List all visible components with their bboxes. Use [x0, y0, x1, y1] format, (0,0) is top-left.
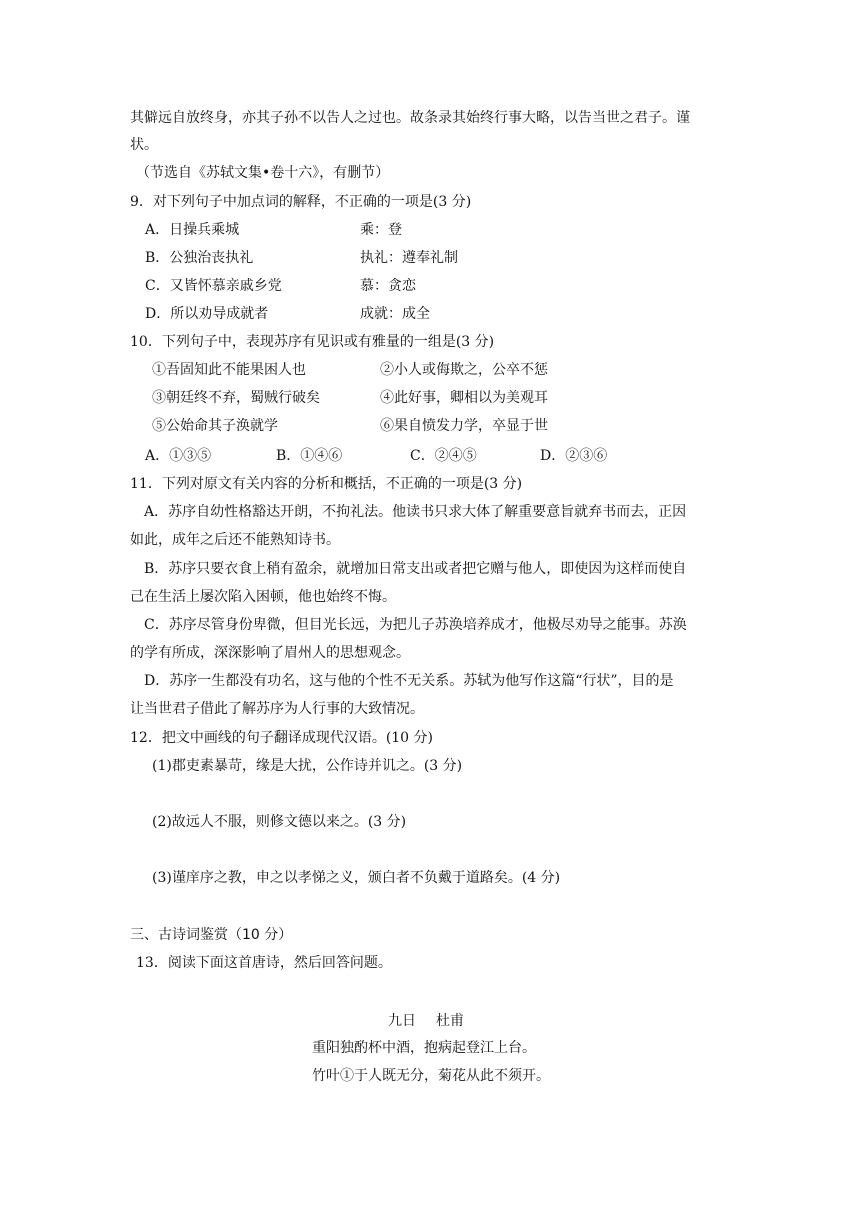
q12-sentence-1: (1)郡吏素暴苛，缘是大扰，公作诗并讥之。(3 分): [152, 758, 463, 774]
poem-title: 九日: [388, 1013, 416, 1029]
q13-stem: 13．阅读下面这首唐诗，然后回答问题。: [136, 955, 392, 971]
q9-stem: 9．对下列句子中加点词的解释，不正确的一项是(3 分): [130, 194, 472, 210]
q11-b-line-1: B．苏序只要衣食上稍有盈余，就增加日常支出或者把它赠与他人，即使因为这样而使自: [144, 561, 687, 577]
q11-stem: 11．下列对原文有关内容的分析和概括，不正确的一项是(3 分): [130, 476, 523, 492]
q9-option-c: C．又皆怀慕亲戚乡党: [145, 278, 282, 294]
q10-item-5: ⑤公始命其子涣就学: [152, 418, 278, 434]
q9-option-d: D．所以劝导成就者: [145, 306, 269, 322]
q10-item-4: ④此好事，卿相以为美观耳: [380, 390, 548, 406]
q9-explain-a: 乘：登: [360, 222, 402, 238]
q10-item-3: ③朝廷终不弃，蜀贼行破矣: [152, 390, 320, 406]
q9-explain-c: 慕：贪恋: [360, 278, 416, 294]
q12-sentence-3: (3)谨庠序之教，申之以孝悌之义，颁白者不负戴于道路矣。(4 分): [152, 870, 561, 886]
q10-stem: 10．下列句子中，表现苏序有见识或有雅量的一组是(3 分): [130, 334, 495, 350]
q11-a-line-2: 如此，成年之后还不能熟知诗书。: [130, 532, 340, 548]
q9-explain-b: 执礼：遵奉礼制: [360, 250, 458, 266]
source-note: （节选自《苏轼文集•卷十六》，有删节）: [136, 165, 390, 181]
q10-choice-b: B．①④⑥: [276, 448, 343, 464]
q10-item-2: ②小人或侮欺之，公卒不惩: [380, 362, 548, 378]
poem-author: 杜甫: [436, 1013, 464, 1029]
q12-stem: 12．把文中画线的句子翻译成现代汉语。(10 分): [130, 730, 434, 746]
q11-d-line-1: D．苏序一生都没有功名，这与他的个性不无关系。苏轼为他写作这篇“行状”，目的是: [144, 673, 674, 689]
q11-a-line-1: A．苏序自幼性格豁达开朗，不拘礼法。他读书只求大体了解重要意旨就弃书而去，正因: [144, 504, 687, 520]
q10-choice-c: C．②④⑤: [410, 448, 477, 464]
q10-choice-a: A．①③⑤: [145, 448, 212, 464]
poem-line-1: 重阳独酌杯中酒，抱病起登江上台。: [312, 1040, 536, 1056]
q12-sentence-2: (2)故远人不服，则修文德以来之。(3 分): [152, 814, 407, 830]
q9-option-b: B．公独治丧执礼: [145, 250, 254, 266]
q11-c-line-2: 的学有所成，深深影响了眉州人的思想观念。: [130, 645, 410, 661]
q10-choice-d: D．②③⑥: [540, 448, 608, 464]
q10-item-1: ①吾固知此不能果困人也: [152, 362, 306, 378]
q11-b-line-2: 己在生活上屡次陷入困顿，他也始终不悔。: [130, 589, 396, 605]
q11-d-line-2: 让当世君子借此了解苏序为人行事的大致情况。: [130, 701, 424, 717]
section-heading: 三、古诗词鉴赏（10 分）: [130, 927, 293, 943]
intro-line-1: 其僻远自放终身，亦其子孙不以告人之过也。故条录其始终行事大略，以告当世之君子。谨: [130, 110, 690, 126]
intro-line-2: 状。: [130, 137, 158, 153]
q10-item-6: ⑥果自愤发力学，卒显于世: [380, 418, 548, 434]
poem-line-2: 竹叶①于人既无分，菊花从此不须开。: [312, 1068, 550, 1084]
q9-explain-d: 成就：成全: [360, 306, 430, 322]
q11-c-line-1: C．苏序尽管身份卑微，但目光长远，为把儿子苏涣培养成才，他极尽劝导之能事。苏涣: [144, 617, 687, 633]
q9-option-a: A．日操兵乘城: [145, 222, 240, 238]
